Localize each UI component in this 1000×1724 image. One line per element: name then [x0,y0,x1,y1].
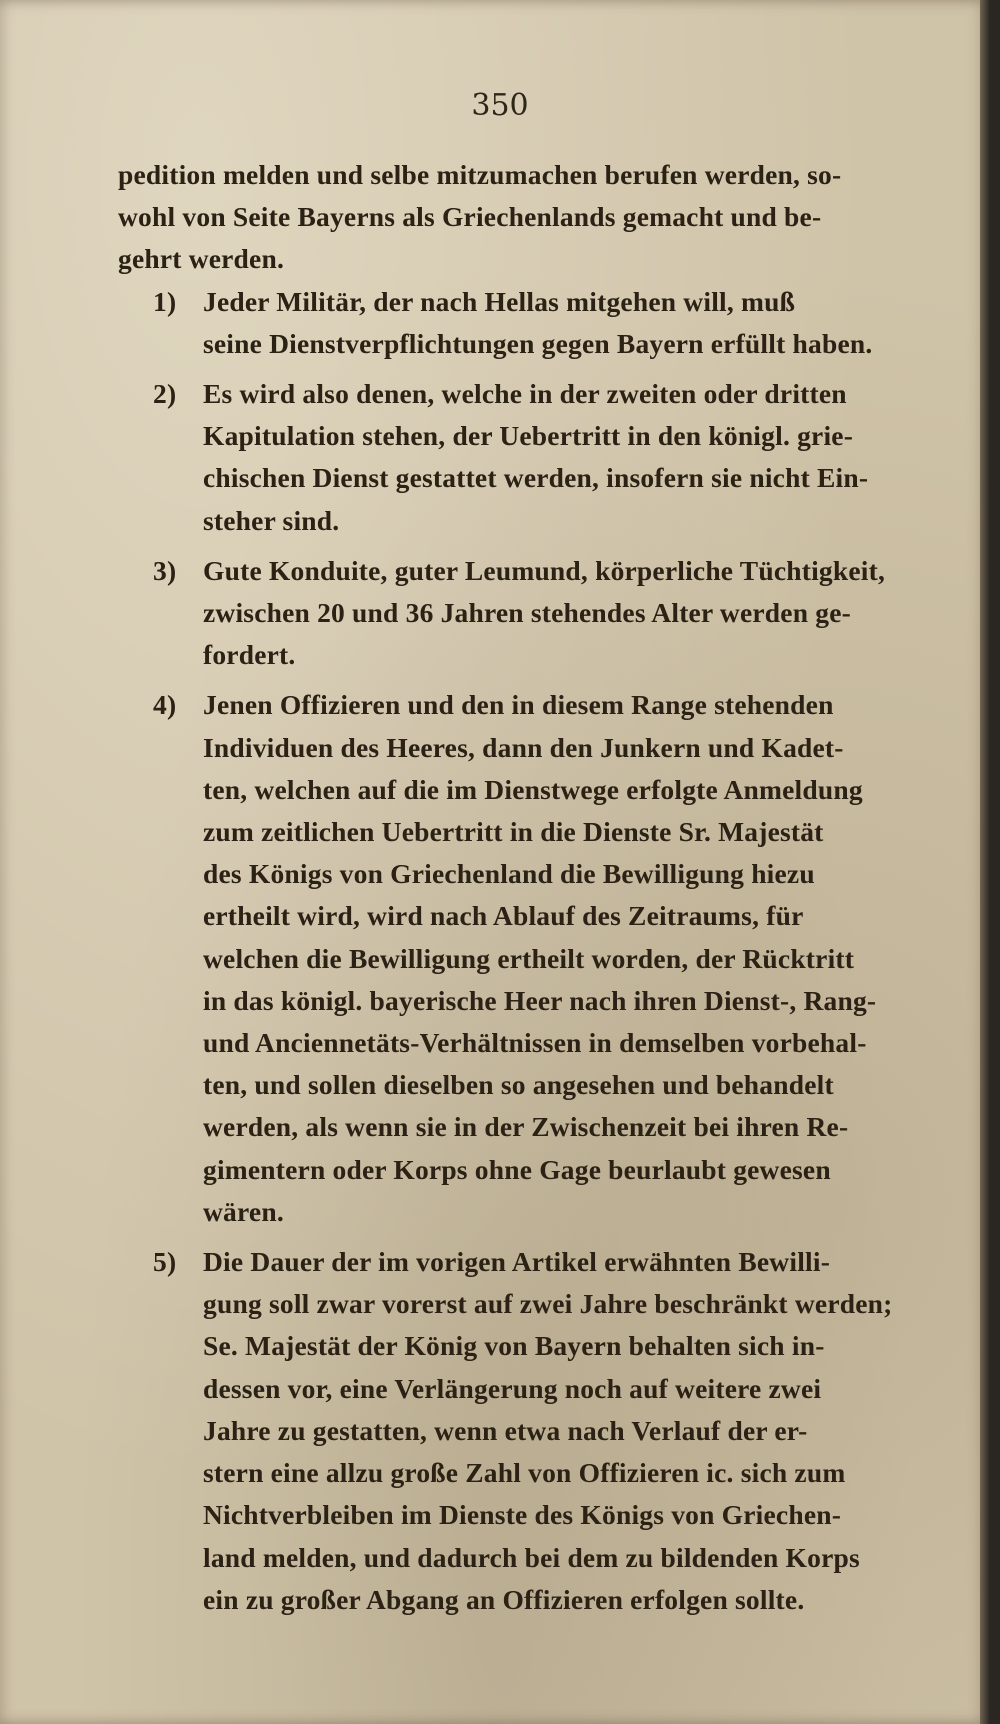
text-line: Gute Konduite, guter Leumund, körperliche Tüchtigkeit, [203,554,886,586]
article-3 [118,550,934,677]
text-line: welchen die Bewilligung ertheilt worden, der Rücktritt [203,942,855,974]
text-line: fordert. [203,639,296,671]
text-line: in das königl. bayerische Heer nach ihren Dienst-, Rang- [203,984,877,1016]
text-line: des Königs von Griechenland die Bewilligung hiezu [203,858,815,890]
article-5 [118,1241,934,1621]
text-line: zum zeitlichen Uebertritt in die Dienste Sr. Majestät [203,816,824,848]
text-line: steher sind. [203,504,340,536]
text-line: Nichtverbleiben im Dienste des Königs von Griechen- [203,1499,842,1531]
text-line: Jahre zu gestatten, wenn etwa nach Verlauf der er- [203,1414,808,1446]
text-line: werden, als wenn sie in der Zwischenzeit bei ihren Re- [203,1111,849,1143]
text-line: Se. Majestät der König von Bayern behalten sich in- [203,1330,825,1362]
text-line: Jeder Militär, der nach Hellas mitgehen will, muß [203,285,796,317]
text-line: Die Dauer der im vorigen Artikel erwähnten Bewilli- [203,1246,831,1278]
article-number: 1) [153,285,177,317]
article-number: 2) [153,378,177,410]
text-line: pedition melden und selbe mitzumachen berufen werden, so- [118,159,842,190]
text-line: gehrt werden. [118,243,285,275]
text-line: ten, und sollen dieselben so angesehen und behandelt [203,1069,834,1101]
text-line: und Anciennetäts-Verhältnissen in demselben vorbehal- [203,1027,867,1059]
text-line: dessen vor, eine Verlängerung noch auf weitere zwei [203,1372,822,1404]
article-number: 3) [153,554,177,586]
page-number: 350 [471,88,529,123]
article-2 [118,373,934,542]
text-line: ten, welchen auf die im Dienstwege erfolgte Anmeldung [203,773,863,805]
text-line: Es wird also denen, welche in der zweiten oder dritten [203,378,847,410]
page-edge [980,0,990,1724]
article-4 [118,684,934,1233]
text-line: zwischen 20 und 36 Jahren stehendes Alter werden ge- [203,597,851,629]
text-line: chischen Dienst gestattet werden, insofern sie nicht Ein- [203,462,869,494]
text-line: stern eine allzu große Zahl von Offizieren ic. sich zum [203,1457,846,1489]
text-line: gimentern oder Korps ohne Gage beurlaubt gewesen [203,1153,831,1185]
article-number: 5) [153,1246,177,1278]
text-line: Jenen Offizieren und den in diesem Range stehenden [203,689,834,721]
intro-paragraph [118,154,934,281]
text-line: gung soll zwar vorerst auf zwei Jahre beschränkt werden; [203,1288,893,1320]
text-line: wären. [203,1195,284,1227]
text-line: Individuen des Heeres, dann den Junkern und Kadet- [203,731,844,763]
body-text [118,154,934,1621]
text-line: Kapitulation stehen, der Uebertritt in den königl. grie- [203,420,854,452]
text-line: wohl von Seite Bayerns als Griechenlands gemacht und be- [118,201,822,233]
text-line: land melden, und dadurch bei dem zu bildenden Korps [203,1541,860,1573]
article-number: 4) [153,689,177,721]
article-1 [118,281,934,365]
text-line: seine Dienstverpflichtungen gegen Bayern erfüllt haben. [203,327,873,359]
text-line: ertheilt wird, wird nach Ablauf des Zeitraums, für [203,900,804,932]
text-line: ein zu großer Abgang an Offizieren erfolgen sollte. [203,1583,805,1615]
